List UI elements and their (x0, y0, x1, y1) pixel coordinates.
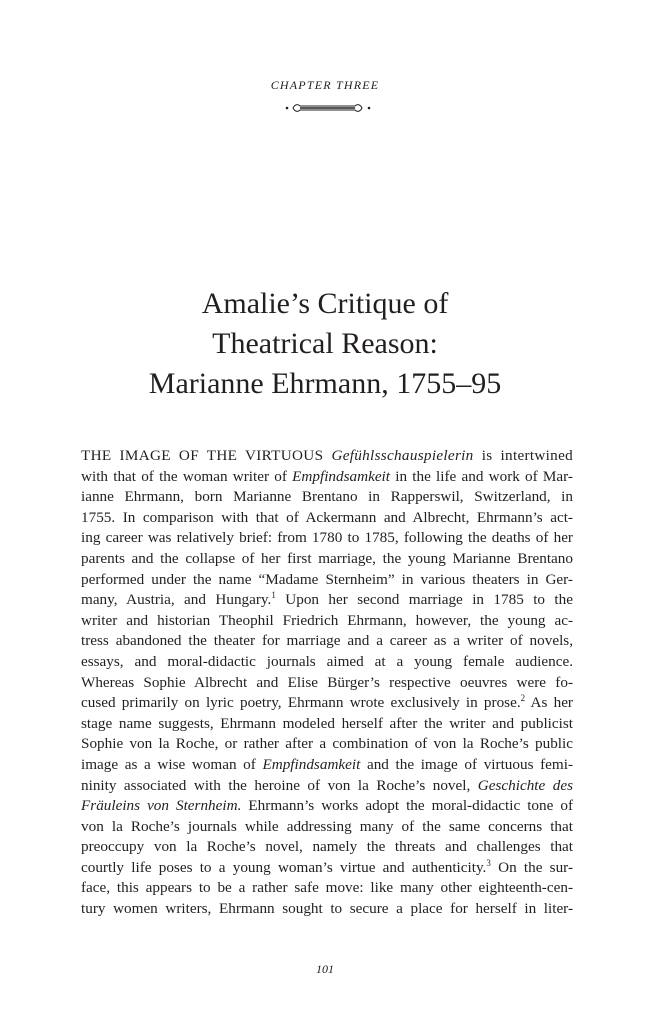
text-run: Whereas Sophie Albrecht and Elise Bürger’s respective oeuvres were fo- (81, 673, 573, 691)
text-line (81, 878, 573, 899)
page-number: 101 (316, 962, 334, 976)
footnote-marker: 3 (486, 857, 491, 868)
text-line (81, 693, 573, 714)
text-line (81, 837, 573, 858)
text-run: image as a wise woman of (81, 755, 263, 773)
chapter-title-line: Marianne Ehrmann, 1755–95 (148, 367, 502, 400)
italic-term: Fräuleins von Sternheim. (81, 797, 242, 815)
footnote-marker: 2 (520, 693, 526, 704)
chapter-title-line: Theatrical Reason: (212, 327, 438, 360)
text-run: tury women writers, Ehrmann sought to secure a place for herself in liter- (81, 900, 573, 918)
text-run: tress abandoned the theater for marriage and a career as a writer of novels, (81, 632, 573, 650)
text-line (81, 508, 573, 529)
text-line (81, 528, 573, 549)
text-line (81, 590, 573, 611)
text-line (81, 714, 573, 735)
text-line (81, 570, 573, 591)
text-run: Ehrmann’s works adopt the moral-didactic tone of (241, 797, 573, 815)
text-run: parents and the collapse of her first marriage, the young Marianne Brentano (81, 549, 573, 567)
text-line (81, 755, 573, 776)
text-run: ing career was relatively brief: from 1780 to 1785, following the deaths of her (81, 529, 573, 547)
text-line (81, 899, 573, 920)
text-line (81, 817, 573, 838)
footnote-marker: 1 (271, 590, 276, 601)
text-line (81, 446, 573, 467)
text-run: many, Austria, and Hungary. (81, 591, 272, 609)
text-run: face, this appears to be a rather safe move: like many other eighteenth-cen- (81, 879, 573, 897)
text-run: in the life and work of Mar- (390, 467, 573, 485)
text-run: ninity associated with the heroine of von la Roche’s novel, (81, 776, 478, 794)
text-run: courtly life poses to a young woman’s virtue and authenticity. (81, 858, 487, 876)
text-line (81, 796, 573, 817)
text-run: On the sur- (490, 858, 573, 876)
text-line (81, 611, 573, 632)
text-line (81, 858, 573, 879)
text-run: and the image of virtuous femi- (360, 755, 573, 773)
text-run: THE IMAGE OF THE VIRTUOUS (81, 447, 332, 464)
text-line (81, 487, 573, 508)
text-line (81, 776, 573, 797)
text-line (81, 652, 573, 673)
text-line (81, 734, 573, 755)
text-line (81, 467, 573, 488)
text-run: preoccupy von la Roche’s novel, namely the threats and challenges that (81, 838, 573, 856)
text-run: essays, and moral-didactic journals aimed at a young female audience. (81, 652, 573, 670)
text-run: writer and historian Theophil Friedrich Ehrmann, however, the young ac- (81, 611, 573, 629)
text-run: As her (525, 694, 573, 712)
italic-term: Gefühlsschauspielerin (331, 447, 474, 464)
text-line (81, 673, 573, 694)
italic-term: Empfindsamkeit (262, 755, 361, 773)
text-run: Sophie von la Roche, or rather after a combination of von la Roche’s public (81, 735, 573, 753)
text-run: performed under the name “Madame Sternheim” in various theaters in Ger- (81, 570, 573, 588)
text-run: von la Roche’s journals while addressing many of the same concerns that (81, 817, 573, 835)
text-run: with that of the woman writer of (81, 467, 293, 485)
chapter-label: CHAPTER THREE (270, 78, 380, 92)
chapter-title (0, 284, 650, 404)
italic-term: Geschichte des (477, 776, 573, 794)
text-run: is intertwined (473, 447, 574, 464)
text-run: ianne Ehrmann, born Marianne Brentano in Rapperswil, Switzerland, in (81, 488, 573, 506)
text-line (81, 631, 573, 652)
text-line (81, 549, 573, 570)
body-paragraph (81, 446, 573, 920)
chapter-title-line: Amalie’s Critique of (201, 287, 449, 320)
double-line-ornament-icon (283, 101, 373, 115)
text-run: 1755. In comparison with that of Ackermann and Albrecht, Ehrmann’s act- (81, 508, 573, 526)
italic-term: Empfindsamkeit (292, 467, 390, 485)
text-run: cused primarily on lyric poetry, Ehrmann wrote exclusively in prose. (81, 694, 521, 712)
text-run: stage name suggests, Ehrmann modeled herself after the writer and publicist (81, 714, 573, 732)
text-run: Upon her second marriage in 1785 to the (275, 591, 573, 609)
